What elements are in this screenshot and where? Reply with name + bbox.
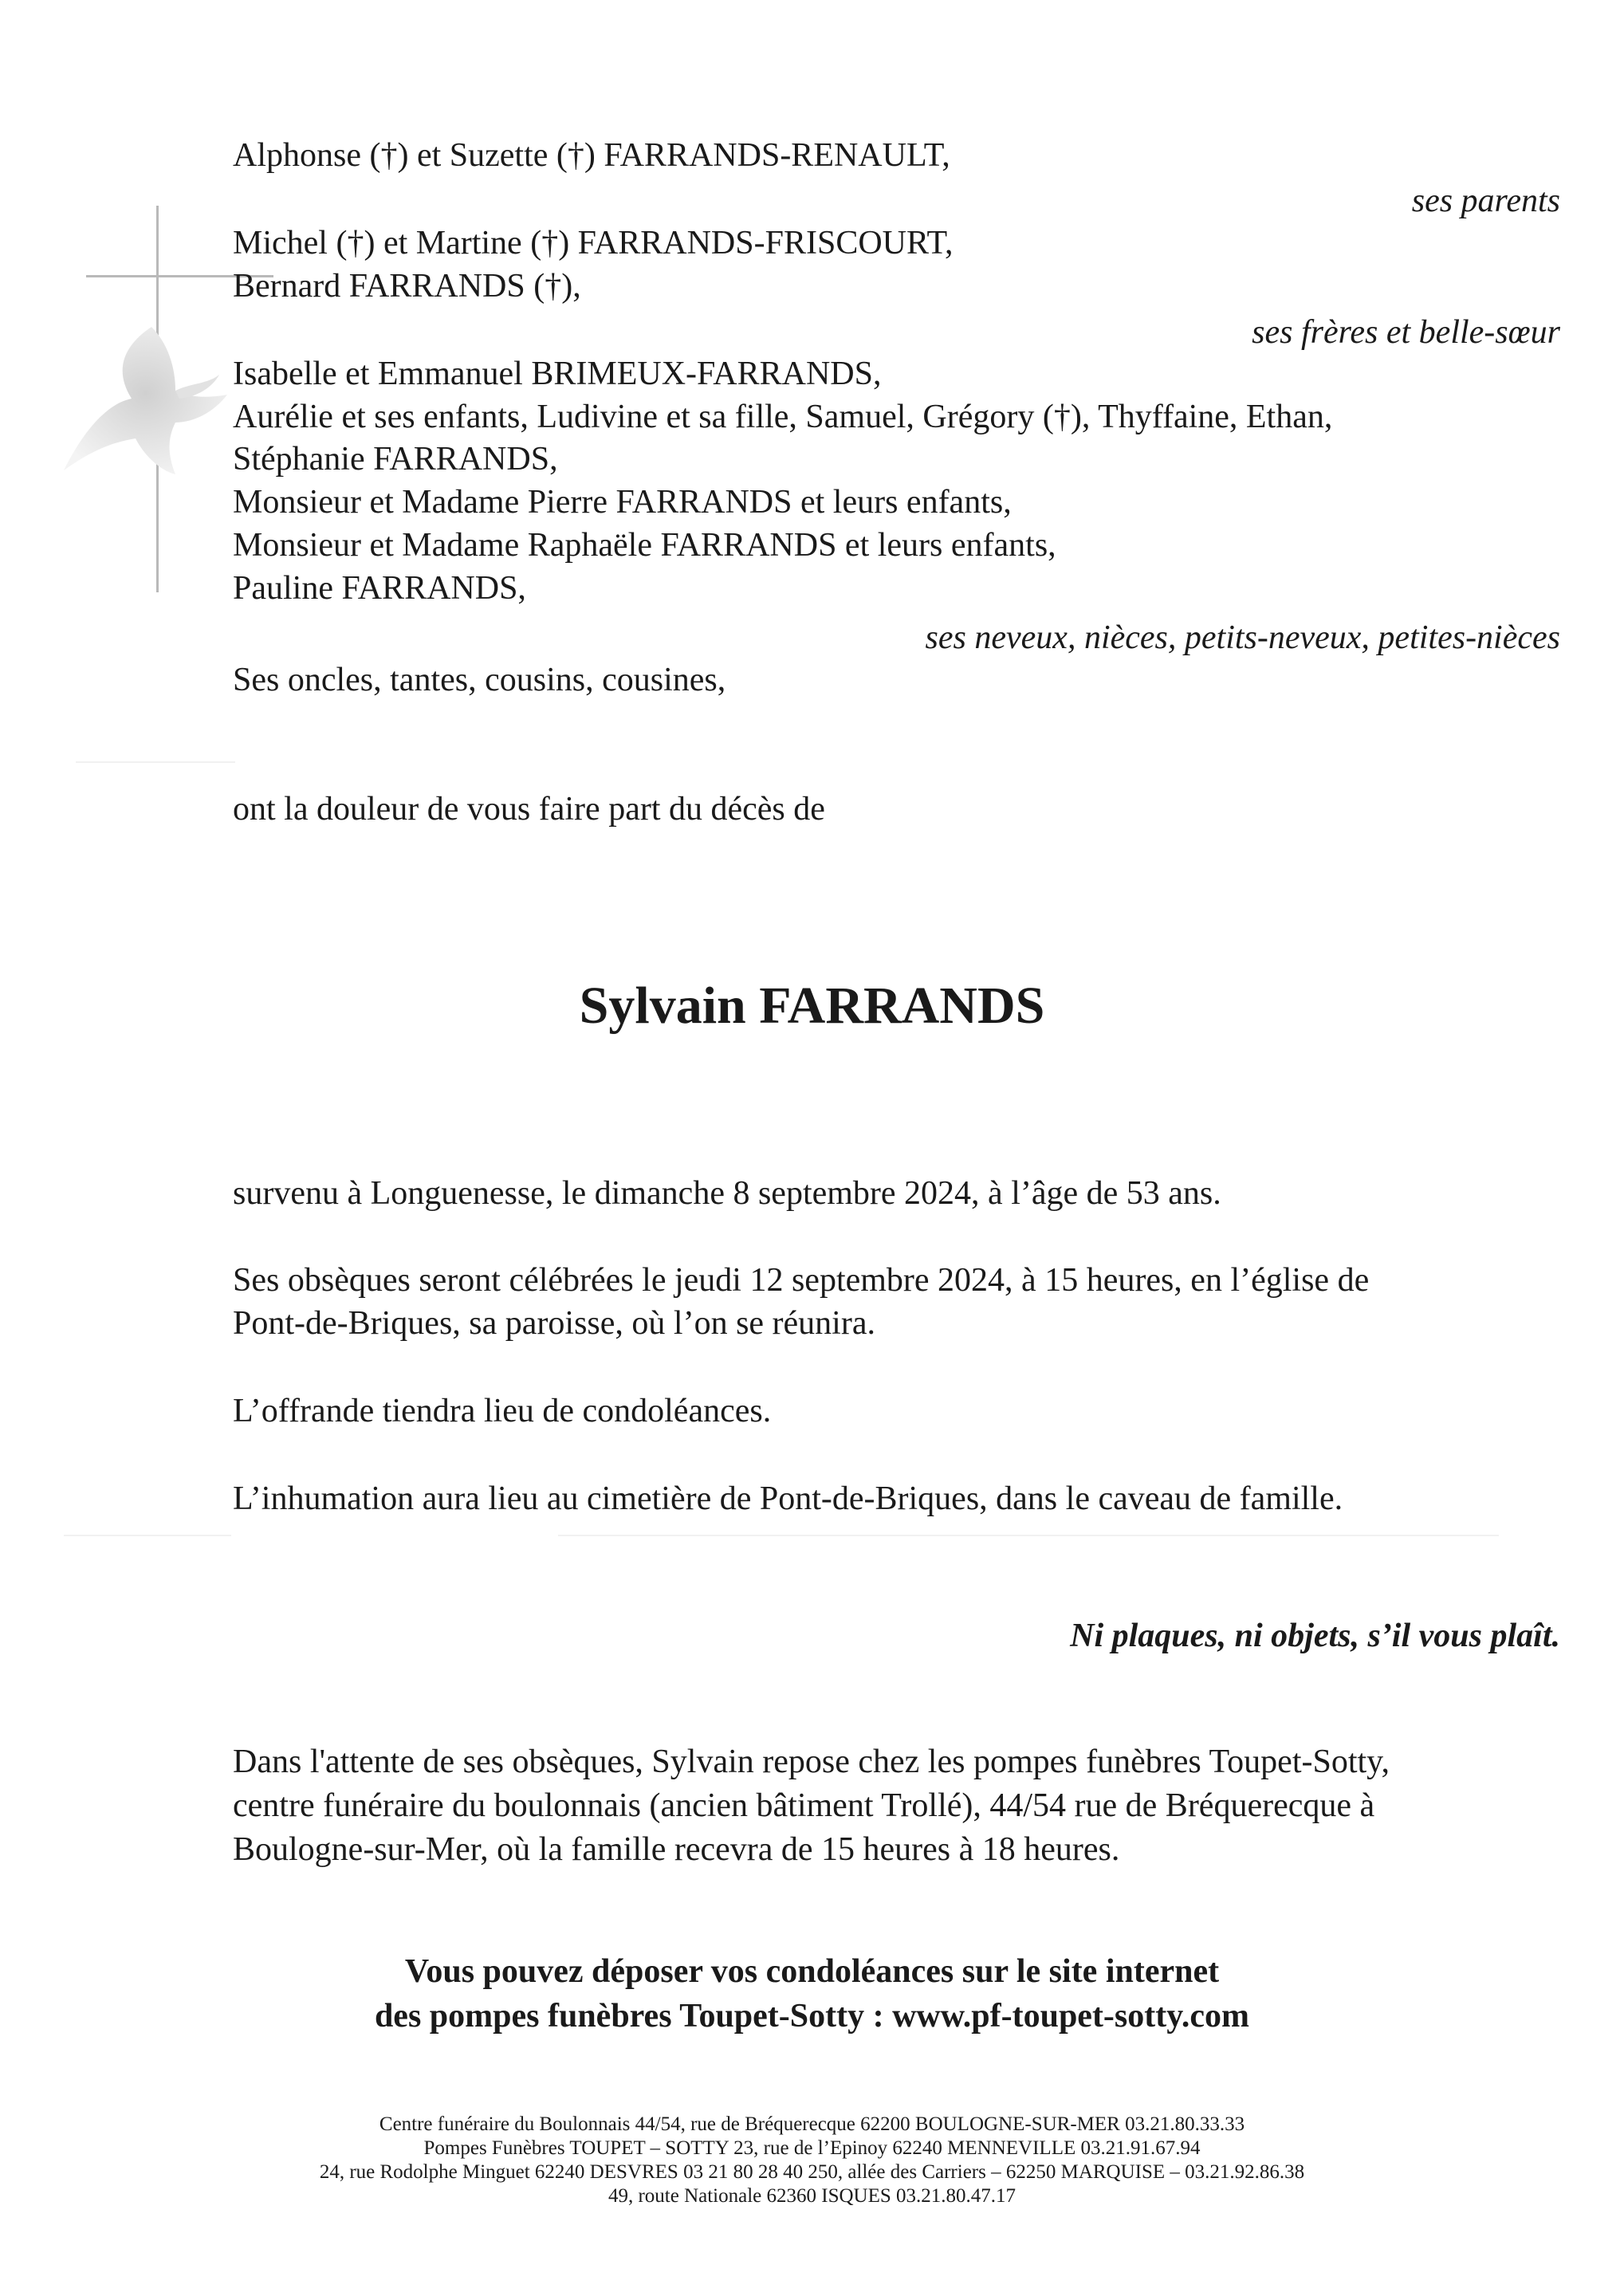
parents-role: ses parents bbox=[1411, 183, 1560, 219]
repose-line-3: Boulogne-sur-Mer, où la famille recevra de 15 heures à 18 heures. bbox=[233, 1831, 1120, 1868]
funeral-line-2: Pont-de-Briques, sa paroisse, où l’on se réunira. bbox=[233, 1305, 875, 1342]
faint-divider bbox=[64, 1535, 231, 1536]
nephews-line-4: Monsieur et Madame Pierre FARRANDS et leurs enfants, bbox=[233, 484, 1012, 521]
no-flowers-note: Ni plaques, ni objets, s’il vous plaît. bbox=[1070, 1618, 1560, 1654]
footer-line-2: Pompes Funèbres TOUPET – SOTTY 23, rue de l’Epinoy 62240 MENNEVILLE 03.21.91.67.94 bbox=[423, 2137, 1201, 2159]
nephews-line-5: Monsieur et Madame Raphaële FARRANDS et leurs enfants, bbox=[233, 527, 1056, 564]
funeral-line-1: Ses obsèques seront célébrées le jeudi 12 septembre 2024, à 15 heures, en l’église de bbox=[233, 1262, 1370, 1299]
announcement: ont la douleur de vous faire part du décès de bbox=[233, 791, 825, 828]
faint-divider bbox=[558, 1535, 1499, 1536]
faint-divider bbox=[76, 761, 235, 763]
footer-line-1: Centre funéraire du Boulonnais 44/54, rue de Bréquerecque 62200 BOULOGNE-SUR-MER 03.21.80.33.33 bbox=[379, 2113, 1245, 2135]
nephews-line-1: Isabelle et Emmanuel BRIMEUX-FARRANDS, bbox=[233, 356, 882, 392]
nephews-line-3: Stéphanie FARRANDS, bbox=[233, 441, 558, 478]
condolences-line-2: des pompes funèbres Toupet-Sotty : www.pf-toupet-sotty.com bbox=[374, 1998, 1250, 2035]
death-details: survenu à Longuenesse, le dimanche 8 septembre 2024, à l’âge de 53 ans. bbox=[233, 1175, 1221, 1212]
siblings-role: ses frères et belle-sœur bbox=[1252, 314, 1560, 351]
burial-details: L’inhumation aura lieu au cimetière de Pont-de-Briques, dans le caveau de famille. bbox=[233, 1480, 1343, 1517]
siblings-line-2: Bernard FARRANDS (†), bbox=[233, 268, 581, 305]
siblings-line-1: Michel (†) et Martine (†) FARRANDS-FRISCOURT, bbox=[233, 225, 954, 261]
nephews-line-2: Aurélie et ses enfants, Ludivine et sa fille, Samuel, Grégory (†), Thyffaine, Ethan, bbox=[233, 399, 1333, 435]
footer-line-3: 24, rue Rodolphe Minguet 62240 DESVRES 03 21 80 28 40 250, allée des Carriers – 62250 MARQUISE – 03.21.92.86.38 bbox=[319, 2161, 1305, 2183]
footer-line-4: 49, route Nationale 62360 ISQUES 03.21.80.47.17 bbox=[608, 2185, 1016, 2207]
nephews-line-6: Pauline FARRANDS, bbox=[233, 570, 526, 607]
nephews-role: ses neveux, nièces, petits-neveux, petites-nièces bbox=[925, 619, 1560, 656]
repose-line-1: Dans l'attente de ses obsèques, Sylvain repose chez les pompes funèbres Toupet-Sotty, bbox=[233, 1744, 1390, 1780]
other-relatives: Ses oncles, tantes, cousins, cousines, bbox=[233, 662, 726, 698]
offering-note: L’offrande tiendra lieu de condoléances. bbox=[233, 1393, 772, 1429]
parents-names: Alphonse (†) et Suzette (†) FARRANDS-RENAULT, bbox=[233, 137, 950, 174]
dove-icon bbox=[56, 311, 239, 502]
repose-line-2: centre funéraire du boulonnais (ancien bâtiment Trollé), 44/54 rue de Bréquerecque à bbox=[233, 1787, 1375, 1824]
condolences-line-1: Vous pouvez déposer vos condoléances sur le site internet bbox=[404, 1953, 1220, 1990]
deceased-name: Sylvain FARRANDS bbox=[579, 977, 1045, 1035]
